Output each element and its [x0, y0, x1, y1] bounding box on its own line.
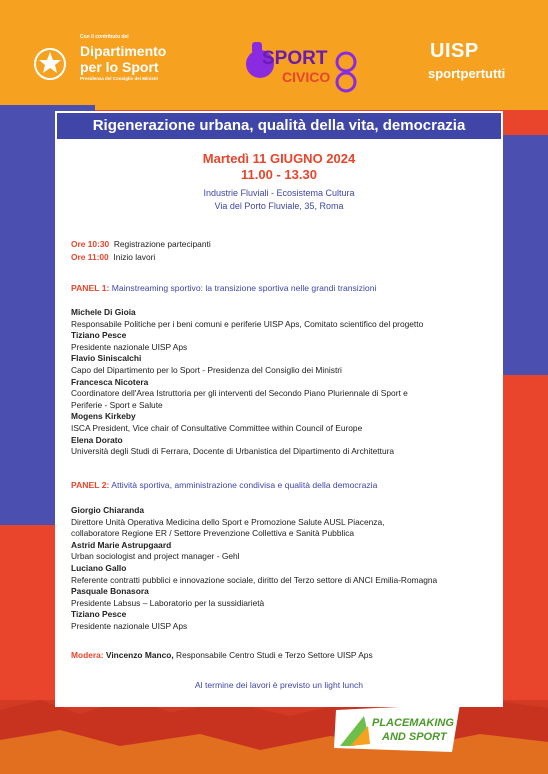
placemaking-and-sport-logo	[334, 704, 464, 754]
schedule-item	[71, 239, 211, 249]
venue-line1: Industrie Fluviali - Ecosistema Cultura	[203, 188, 355, 198]
ministry-name-line2: per lo Sport	[80, 59, 159, 75]
sport-logo-word: SPORT	[262, 48, 328, 69]
event-title: Rigenerazione urbana, qualità della vita, democrazia	[55, 111, 503, 141]
speaker-role: Periferie - Sport e Salute	[71, 399, 163, 410]
civico-logo-word: CIVICO	[282, 69, 331, 85]
schedule-item	[71, 252, 155, 262]
speaker-role: Presidente Labsus – Laboratorio per la sussidiarietà	[71, 597, 265, 608]
uisp-name: UISP	[430, 40, 479, 62]
speaker-role: Urban sociologist and project manager - Gehl	[71, 551, 240, 562]
ministry-contribution-label: Con il contributo del	[80, 34, 129, 40]
event-date: Martedì 11 GIUGNO 2024	[202, 151, 356, 166]
speaker-role: Presidente nazionale UISP Aps	[71, 341, 188, 352]
ministry-logo	[32, 30, 202, 90]
panel2-heading	[71, 480, 377, 490]
speaker-role: Responsabile Politiche per i beni comuni e periferie UISP Aps, Comitato scientifico del progetto	[71, 318, 424, 329]
schedule-label: Registrazione partecipanti	[113, 239, 211, 249]
speaker-role: Referente contratti pubblici e innovazione sociale, diritto del Terzo settore di ANCI Emilia-Romagna	[71, 574, 438, 585]
ministry-name-line1: Dipartimento	[80, 43, 167, 59]
speaker-name: Flavio Siniscalchi	[71, 353, 142, 364]
panel2-title: Attività sportiva, amministrazione condivisa e qualità della democrazia	[111, 480, 378, 490]
speaker-role: collaboratore Regione ER / Settore Prevenzione Collettiva e Sanità Pubblica	[71, 528, 355, 539]
speaker-name: Tiziano Pesce	[71, 609, 127, 620]
speaker-role: Direttore Unità Operativa Medicina dello Sport e Promozione Salute AUSL Piacenza,	[71, 516, 385, 527]
panel1-heading	[71, 283, 376, 293]
sport-civico-logo	[238, 34, 366, 96]
speaker-name: Michele Di Gioia	[71, 307, 136, 317]
and-sport-word: AND SPORT	[382, 731, 447, 743]
speaker-role: Presidente nazionale UISP Aps	[71, 621, 188, 631]
speaker-role: Capo del Dipartimento per lo Sport - Presidenza del Consiglio dei Ministri	[71, 365, 342, 375]
speaker-name: Luciano Gallo	[71, 563, 127, 573]
speaker-name: Elena Dorato	[71, 434, 123, 445]
program-panel	[55, 141, 503, 707]
schedule-time: Ore 11:00	[71, 252, 109, 262]
speaker-name: Giorgio Chiaranda	[71, 505, 145, 515]
moderator-line	[71, 650, 373, 660]
speaker-name: Pasquale Bonasora	[71, 586, 149, 597]
speaker-role: ISCA President, Vice chair of Consultative Committee within Council of Europe	[71, 423, 363, 433]
closing-note: Al termine dei lavori è previsto un light lunch	[194, 680, 364, 690]
speaker-name: Francesca Nicotera	[71, 376, 149, 387]
schedule-time: Ore 10:30	[71, 239, 110, 249]
schedule-label: Inizio lavori	[113, 252, 156, 262]
uisp-logo	[420, 40, 530, 90]
event-time: 11.00 - 13.30	[241, 167, 317, 182]
panel1-label: PANEL 1:	[71, 283, 110, 293]
moderator-label: Modera:	[71, 650, 104, 660]
moderator-name: Vincenzo Manco,	[105, 650, 174, 660]
venue-line2: Via del Porto Fluviale, 35, Roma	[214, 201, 344, 211]
ministry-subtitle: Presidenza del Consiglio dei Ministri	[80, 76, 159, 81]
placemaking-word: PLACEMAKING	[372, 717, 454, 729]
uisp-tagline: sportpertutti	[428, 66, 506, 81]
speaker-role: Coordinatore dell'Area Istruttoria per gli interventi del Secondo Piano Pluriennale di Sport e	[71, 388, 408, 399]
italian-emblem-icon	[32, 44, 68, 84]
moderator-role: Responsabile Centro Studi e Terzo Settore UISP Aps	[176, 650, 373, 660]
panel2-label: PANEL 2:	[71, 480, 110, 490]
panel1-title: Mainstreaming sportivo: la transizione sportiva nelle grandi transizioni	[111, 283, 377, 293]
speaker-name: Astrid Marie Astrupgaard	[71, 539, 172, 550]
speaker-name: Tiziano Pesce	[71, 330, 127, 341]
speaker-role: Università degli Studi di Ferrara, Docente di Urbanistica del Dipartimento di Architettura	[71, 446, 395, 457]
speaker-name: Mogens Kirkeby	[71, 411, 136, 422]
